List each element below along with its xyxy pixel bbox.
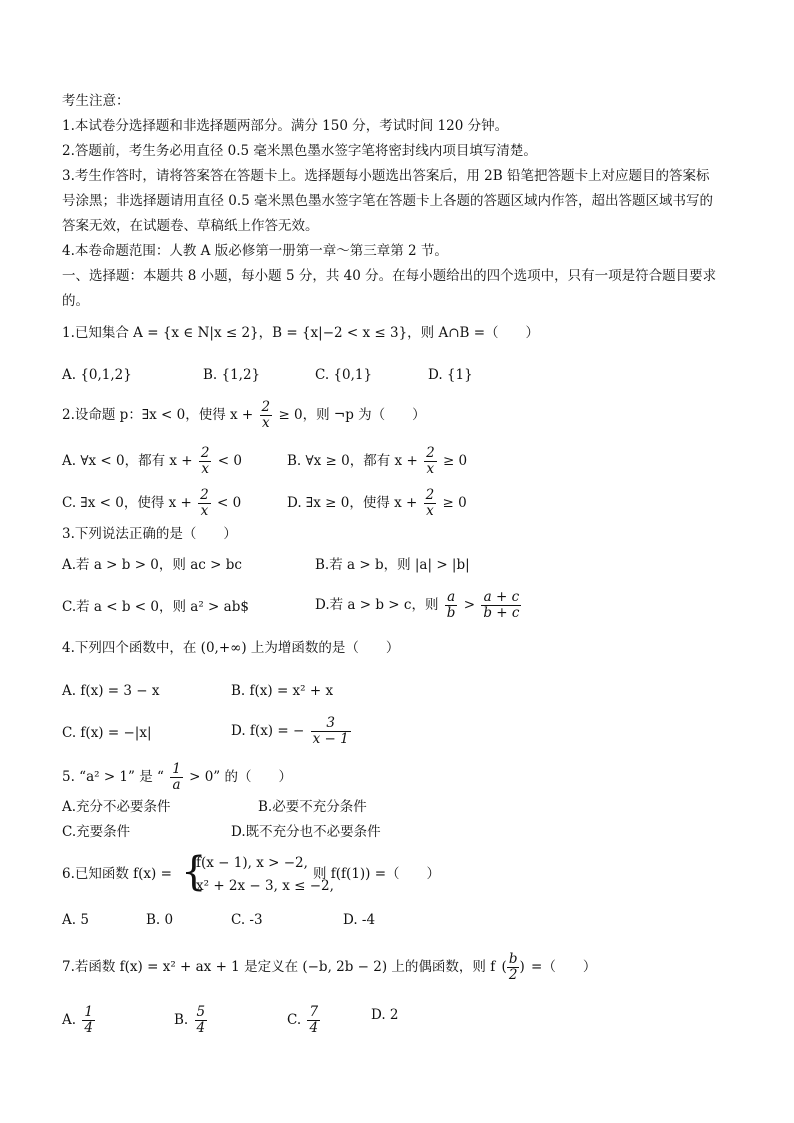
q5-option-a: A.充分不必要条件 <box>62 799 171 815</box>
notice-item-3-cont: 号涂黑；非选择题请用直径 0.5 毫米黑色墨水签字笔在答题卡上各题的答题区域内作答，超出答题区域书写的 <box>62 193 714 209</box>
q6-case-2: x² + 2x − 3, x ≤ −2, <box>196 878 334 894</box>
q1-option-d: D. {1} <box>428 367 473 383</box>
q5-stem: 5. “a² > 1” 是 “ $\frac{1}{a}$ > 0” 的（ ） <box>62 761 292 793</box>
q3-stem: 3.下列说法正确的是（ ） <box>62 526 237 542</box>
q3-option-d: D.若 a > b > c，则 $\frac{a}{b}$ > $\frac{a + c}{b + c}$ <box>315 589 520 621</box>
q6-stem-start: 6.已知函数 f(x) = <box>62 866 172 882</box>
q6-stem-end: 则 f(f(1)) =（ ） <box>313 866 441 882</box>
q4-option-a: A. f(x) = 3 − x <box>62 683 160 699</box>
q2-option-d: D. ∃x ≥ 0，使得 x + $\frac{2}{x}$ ≥ 0 <box>287 487 467 519</box>
q2-stem-text: 2.设命题 p：∃x < 0，使得 x + <box>62 407 254 423</box>
notice-title: 考生注意： <box>62 93 130 109</box>
q4-option-d: D. f(x) = − $\frac{3}{x - 1}$ <box>231 715 349 747</box>
q7-option-a: A. $\frac{1}{4}$ <box>62 1004 93 1036</box>
q6-option-d: D. -4 <box>343 912 376 928</box>
q2-option-b: B. ∀x ≥ 0，都有 x + $\frac{2}{x}$ ≥ 0 <box>287 445 468 477</box>
section-heading: 一、选择题：本题共 8 小题，每小题 5 分，共 40 分。在每小题给出的四个选项中，只有一项是符合题目要求 <box>62 268 717 284</box>
q4-option-b: B. f(x) = x² + x <box>231 683 334 699</box>
q7-option-d: D. 2 <box>371 1007 399 1023</box>
q1-option-a: A. {0,1,2} <box>62 367 132 383</box>
q4-option-c: C. f(x) = −|x| <box>62 725 152 741</box>
section-heading-cont: 的。 <box>62 293 89 309</box>
q6-option-c: C. -3 <box>231 912 263 928</box>
notice-item-4: 4.本卷命题范围：人教 A 版必修第一册第一章～第三章第 2 节。 <box>62 243 448 259</box>
q7-option-c: C. $\frac{7}{4}$ <box>287 1004 319 1036</box>
q1-option-b: B. {1,2} <box>203 367 261 383</box>
q6-case-1: f(x − 1), x > −2, <box>196 855 308 871</box>
q5-option-c: C.充要条件 <box>62 824 131 840</box>
q2-option-a: A. ∀x < 0，都有 x + $\frac{2}{x}$ < 0 <box>62 445 242 477</box>
q7-option-b: B. $\frac{5}{4}$ <box>174 1004 206 1036</box>
q3-option-c: C.若 a < b < 0，则 a² > ab$ <box>62 599 249 615</box>
notice-item-2: 2.答题前，考生务必用直径 0.5 毫米黑色墨水签字笔将密封线内项目填写清楚。 <box>62 143 537 159</box>
q5-option-b: B.必要不充分条件 <box>258 799 367 815</box>
q3-option-b: B.若 a > b，则 |a| > |b| <box>315 557 470 573</box>
notice-item-1: 1.本试卷分选择题和非选择题两部分。满分 150 分，考试时间 120 分钟。 <box>62 118 509 134</box>
q2-option-c: C. ∃x < 0，使得 x + $\frac{2}{x}$ < 0 <box>62 487 242 519</box>
q6-option-b: B. 0 <box>146 912 174 928</box>
q2-stem-text-end: ≥ 0，则 ¬p 为（ ） <box>278 407 426 423</box>
q1-stem: 1.已知集合 A = {x ∈ N|x ≤ 2}，B = {x|−2 < x ≤ 3}，则 A∩B =（ ） <box>62 325 540 341</box>
q6-brace: { <box>181 849 207 895</box>
q2-fraction: $\frac{2}{x}$ <box>261 399 271 431</box>
q6-option-a: A. 5 <box>62 912 89 928</box>
q4-stem: 4.下列四个函数中，在 (0,+∞) 上为增函数的是（ ） <box>62 640 400 656</box>
q5-option-d: D.既不充分也不必要条件 <box>231 824 381 840</box>
notice-item-3: 3.考生作答时，请将答案答在答题卡上。选择题每小题选出答案后，用 2B 铅笔把答题卡上对应题目的答案标 <box>62 168 710 184</box>
q2-stem <box>62 400 426 431</box>
q3-option-a: A.若 a > b > 0，则 ac > bc <box>62 557 242 573</box>
notice-item-3-cont2: 答案无效，在试题卷、草稿纸上作答无效。 <box>62 218 319 234</box>
q1-option-c: C. {0,1} <box>315 367 373 383</box>
q7-stem: 7.若函数 f(x) = x² + ax + 1 是定义在 (−b, 2b − 2) 上的偶函数，则 f ( $\frac{b}{2}$ ) =（ ） <box>62 951 597 983</box>
